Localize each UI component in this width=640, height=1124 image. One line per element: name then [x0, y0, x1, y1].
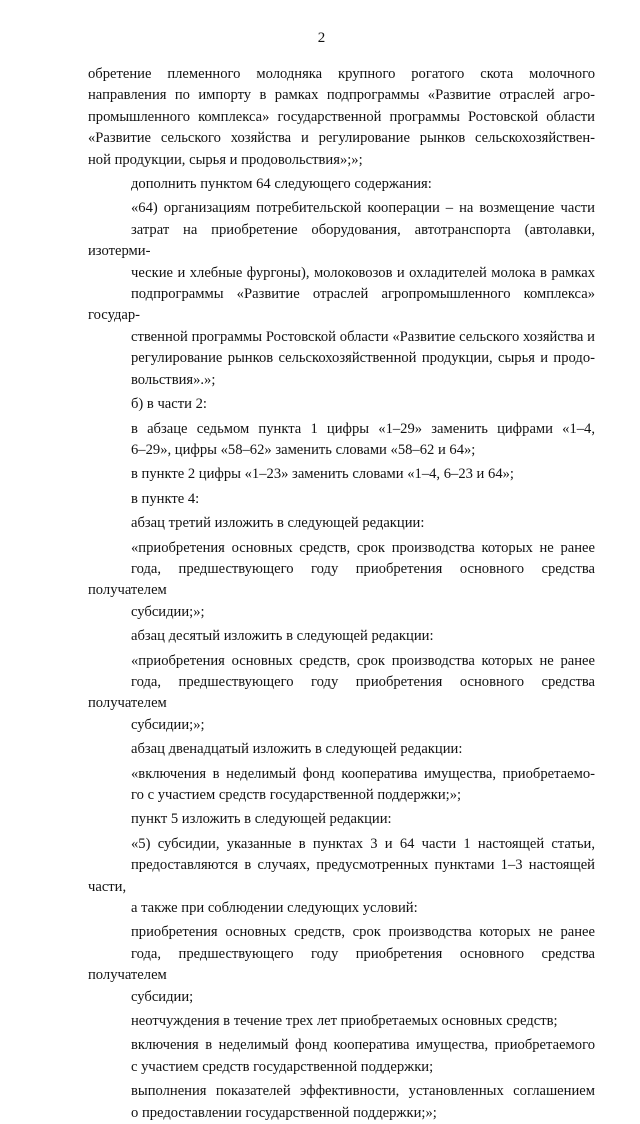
text-line: го с участием средств государственной поддержки;»;: [131, 787, 462, 803]
text-line: субсидии;»;: [131, 603, 205, 620]
text-line: «64) организациям потребительской кооперации – на возмещение части: [131, 200, 595, 217]
text-line: ной продукции, сырья и продовольствия»;»;: [88, 151, 363, 168]
text-line: предоставляются в случаях, предусмотренных пунктами 1–3 настоящей части,: [88, 857, 595, 895]
text-line: абзац третий изложить в следующей редакции:: [131, 515, 425, 532]
paragraph: [88, 174, 595, 195]
text-line: б) в части 2:: [131, 396, 207, 413]
text-line: обретение племенного молодняка крупного рогатого скота молочного: [88, 66, 595, 82]
paragraph: [88, 764, 595, 807]
text-line: дополнить пунктом 64 следующего содержания:: [131, 176, 432, 193]
text-line: включения в неделимый фонд кооператива имущества, приобретаемого: [131, 1037, 595, 1054]
text-line: а также при соблюдении следующих условий:: [131, 900, 418, 917]
text-line: года, предшествующего году приобретения основного средства получателем: [88, 945, 595, 984]
text-line: субсидии;»;: [131, 716, 205, 733]
text-line: года, предшествующего году приобретения основного средства получателем: [88, 560, 595, 599]
text-line: в пункте 4:: [131, 490, 200, 507]
text-line: о предоставлении государственной поддержки;»;: [131, 1104, 437, 1121]
text-line: ственной программы Ростовской области «Развитие сельского хозяйства и: [131, 328, 595, 345]
text-line: «включения в неделимый фонд кооператива имущества, приобретаемо-: [131, 765, 595, 782]
paragraph: [88, 651, 595, 737]
text-line: с участием средств государственной поддержки;: [131, 1058, 434, 1075]
text-line: вольствия».»;: [131, 371, 216, 388]
page-number: 2: [317, 30, 326, 46]
paragraph: [88, 1081, 595, 1124]
text-line: ческие и хлебные фургоны), молоковозов и охладителей молока в рамках: [131, 264, 595, 281]
text-line: в абзаце седьмом пункта 1 цифры «1–29» заменить цифрами «1–4,: [131, 420, 595, 437]
text-line: субсидии;: [131, 988, 194, 1005]
paragraph: [88, 739, 595, 760]
paragraph: [88, 394, 595, 415]
paragraph: [88, 419, 595, 462]
text-line: подпрограммы «Развитие отраслей агропромышленного комплекса» государ-: [88, 286, 595, 324]
text-line: 6–29», цифры «58–62» заменить словами «58–62 и 64»;: [131, 441, 476, 458]
paragraph: [88, 809, 595, 830]
text-line: абзац десятый изложить в следующей редакции:: [131, 628, 434, 645]
text-line: в пункте 2 цифры «1–23» заменить словами «1–4, 6–23 и 64»;: [131, 466, 514, 483]
text-line: приобретения основных средств, срок производства которых не ранее: [131, 924, 595, 941]
paragraph: [88, 513, 595, 534]
text-line: неотчуждения в течение трех лет приобретаемых основных средств;: [131, 1013, 558, 1030]
text-line: «приобретения основных средств, срок производства которых не ранее: [131, 652, 595, 669]
text-line: затрат на приобретение оборудования, автотранспорта (автолавки, изотерми-: [88, 221, 595, 260]
paragraph: [88, 489, 595, 510]
text-line: «5) субсидии, указанные в пунктах 3 и 64 части 1 настоящей статьи,: [131, 835, 595, 852]
text-line: «приобретения основных средств, срок производства которых не ранее: [131, 539, 595, 556]
document-body: [88, 64, 595, 1124]
text-line: выполнения показателей эффективности, установленных соглашением: [131, 1083, 595, 1100]
paragraph: [88, 834, 595, 920]
paragraph: [88, 1035, 595, 1078]
text-line: абзац двенадцатый изложить в следующей редакции:: [131, 741, 463, 758]
text-line: года, предшествующего году приобретения основного средства получателем: [88, 673, 595, 712]
text-line: регулирование рынков сельскохозяйственной продукции, сырья и продо-: [131, 350, 595, 367]
text-line: «Развитие сельского хозяйства и регулирование рынков сельскохозяйствен-: [88, 130, 595, 147]
paragraph: [88, 922, 595, 1008]
paragraph: [88, 64, 595, 171]
text-line: направления по импорту в рамках подпрограммы «Развитие отраслей агро-: [88, 87, 595, 104]
paragraph: [88, 464, 595, 485]
paragraph: [88, 538, 595, 624]
text-line: промышленного комплекса» государственной программы Ростовской области: [88, 108, 595, 125]
paragraph: [88, 198, 595, 391]
paragraph: [88, 1011, 595, 1032]
paragraph: [88, 626, 595, 647]
text-line: пункт 5 изложить в следующей редакции:: [131, 811, 392, 828]
